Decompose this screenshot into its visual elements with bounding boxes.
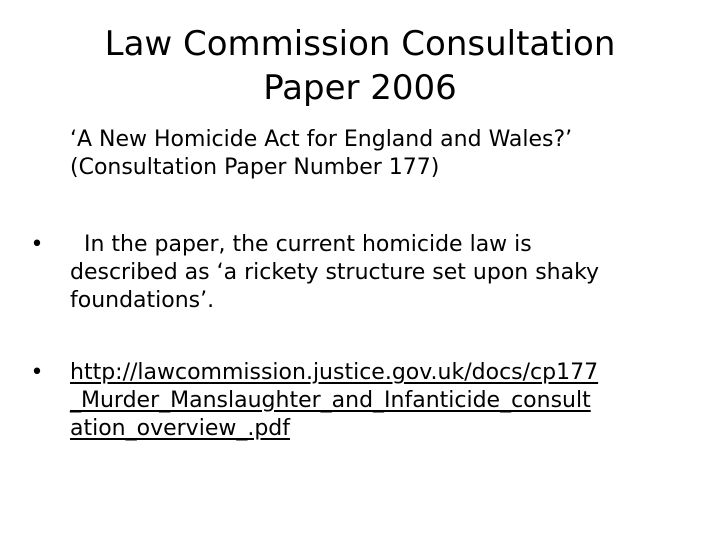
bullet-1-line-2: described as ‘a rickety structure set upon shaky <box>70 260 600 285</box>
bullet-1-line-1: In the paper, the current homicide law is <box>70 232 532 257</box>
subtitle-line-1: ‘A New Homicide Act for England and Wales?’ <box>70 127 573 152</box>
slide-title-line-1: Law Commission Consultation <box>104 24 616 64</box>
bullet-icon: • <box>30 360 44 385</box>
bullet-item-homicide-law <box>30 231 600 315</box>
bullet-1-line-3: foundations’. <box>70 288 215 313</box>
link-line-2[interactable]: _Murder_Manslaughter_and_Infanticide_consult <box>70 388 591 413</box>
slide-title-line-2: Paper 2006 <box>263 68 457 108</box>
link-line-1[interactable]: http://lawcommission.justice.gov.uk/docs/cp177 <box>70 360 599 385</box>
slide-title <box>0 22 720 110</box>
link-line-3[interactable]: ation_overview_.pdf <box>70 416 291 441</box>
subtitle-line-2: (Consultation Paper Number 177) <box>70 155 440 180</box>
consultation-paper-link[interactable] <box>70 359 598 443</box>
slide-subtitle <box>70 126 572 182</box>
bullet-item-link <box>30 359 599 443</box>
bullet-icon: • <box>30 232 44 257</box>
